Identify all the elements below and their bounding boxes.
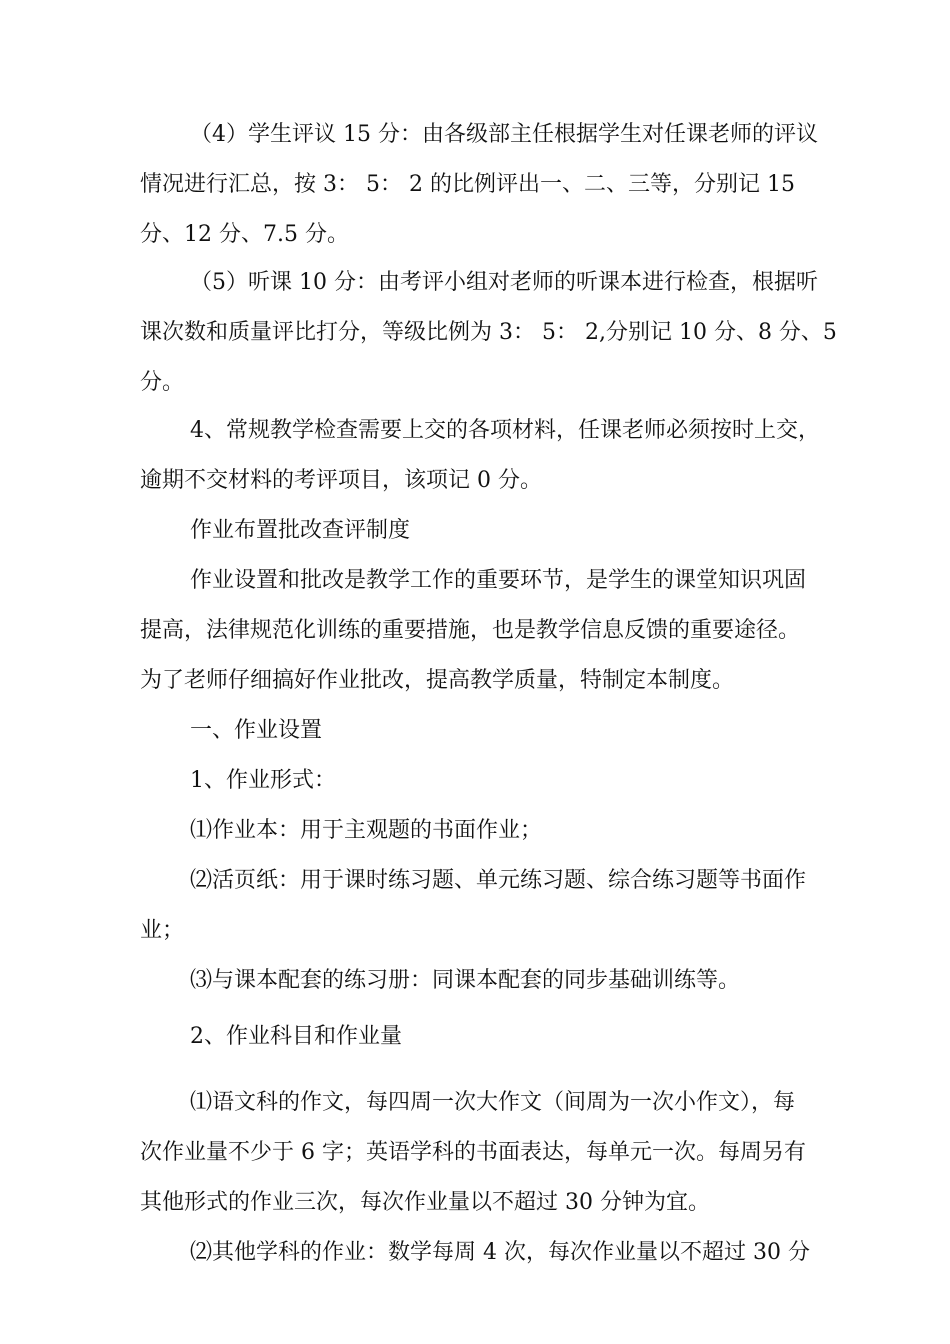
text-line: 业； xyxy=(140,918,185,943)
text-line: （4）学生评议 15 分：由各级部主任根据学生对任课老师的评议 xyxy=(190,122,818,147)
text-line: 其他形式的作业三次，每次作业量以不超过 30 分钟为宜。 xyxy=(140,1190,710,1215)
list-item: ⑵活页纸：用于课时练习题、单元练习题、综合练习题等书面作 xyxy=(190,868,807,893)
text-line: 提高，法律规范化训练的重要措施，也是教学信息反馈的重要途径。 xyxy=(140,618,801,643)
text-line: 4、常规教学检查需要上交的各项材料，任课老师必须按时上交， xyxy=(190,418,820,443)
list-item: ⑴语文科的作文，每四周一次大作文（间周为一次小作文），每 xyxy=(190,1090,796,1115)
text-line: 课次数和质量评比打分，等级比例为 3： 5： 2,分别记 10 分、8 分、5 xyxy=(140,320,837,345)
text-line: 逾期不交材料的考评项目，该项记 0 分。 xyxy=(140,468,542,493)
subsection-heading: 2、作业科目和作业量 xyxy=(190,1024,402,1049)
text-line: （5）听课 10 分：由考评小组对老师的听课本进行检查，根据听 xyxy=(190,270,818,295)
text-line: 分。 xyxy=(140,370,185,395)
list-item: ⑵其他学科的作业：数学每周 4 次，每次作业量以不超过 30 分 xyxy=(190,1240,810,1265)
section-heading: 作业布置批改查评制度 xyxy=(190,518,411,543)
subsection-heading: 1、作业形式： xyxy=(190,768,336,793)
section-heading: 一、作业设置 xyxy=(190,718,323,743)
text-line: 情况进行汇总，按 3： 5： 2 的比例评出一、二、三等，分别记 15 xyxy=(140,172,795,197)
text-line: 分、12 分、7.5 分。 xyxy=(140,222,349,247)
list-item: ⑶与课本配套的练习册：同课本配套的同步基础训练等。 xyxy=(190,968,741,993)
text-line: 次作业量不少于 6 字；英语学科的书面表达，每单元一次。每周另有 xyxy=(140,1140,806,1165)
text-line: 为了老师仔细搞好作业批改，提高教学质量，特制定本制度。 xyxy=(140,668,735,693)
list-item: ⑴作业本：用于主观题的书面作业； xyxy=(190,818,543,843)
text-line: 作业设置和批改是教学工作的重要环节，是学生的课堂知识巩固 xyxy=(190,568,807,593)
